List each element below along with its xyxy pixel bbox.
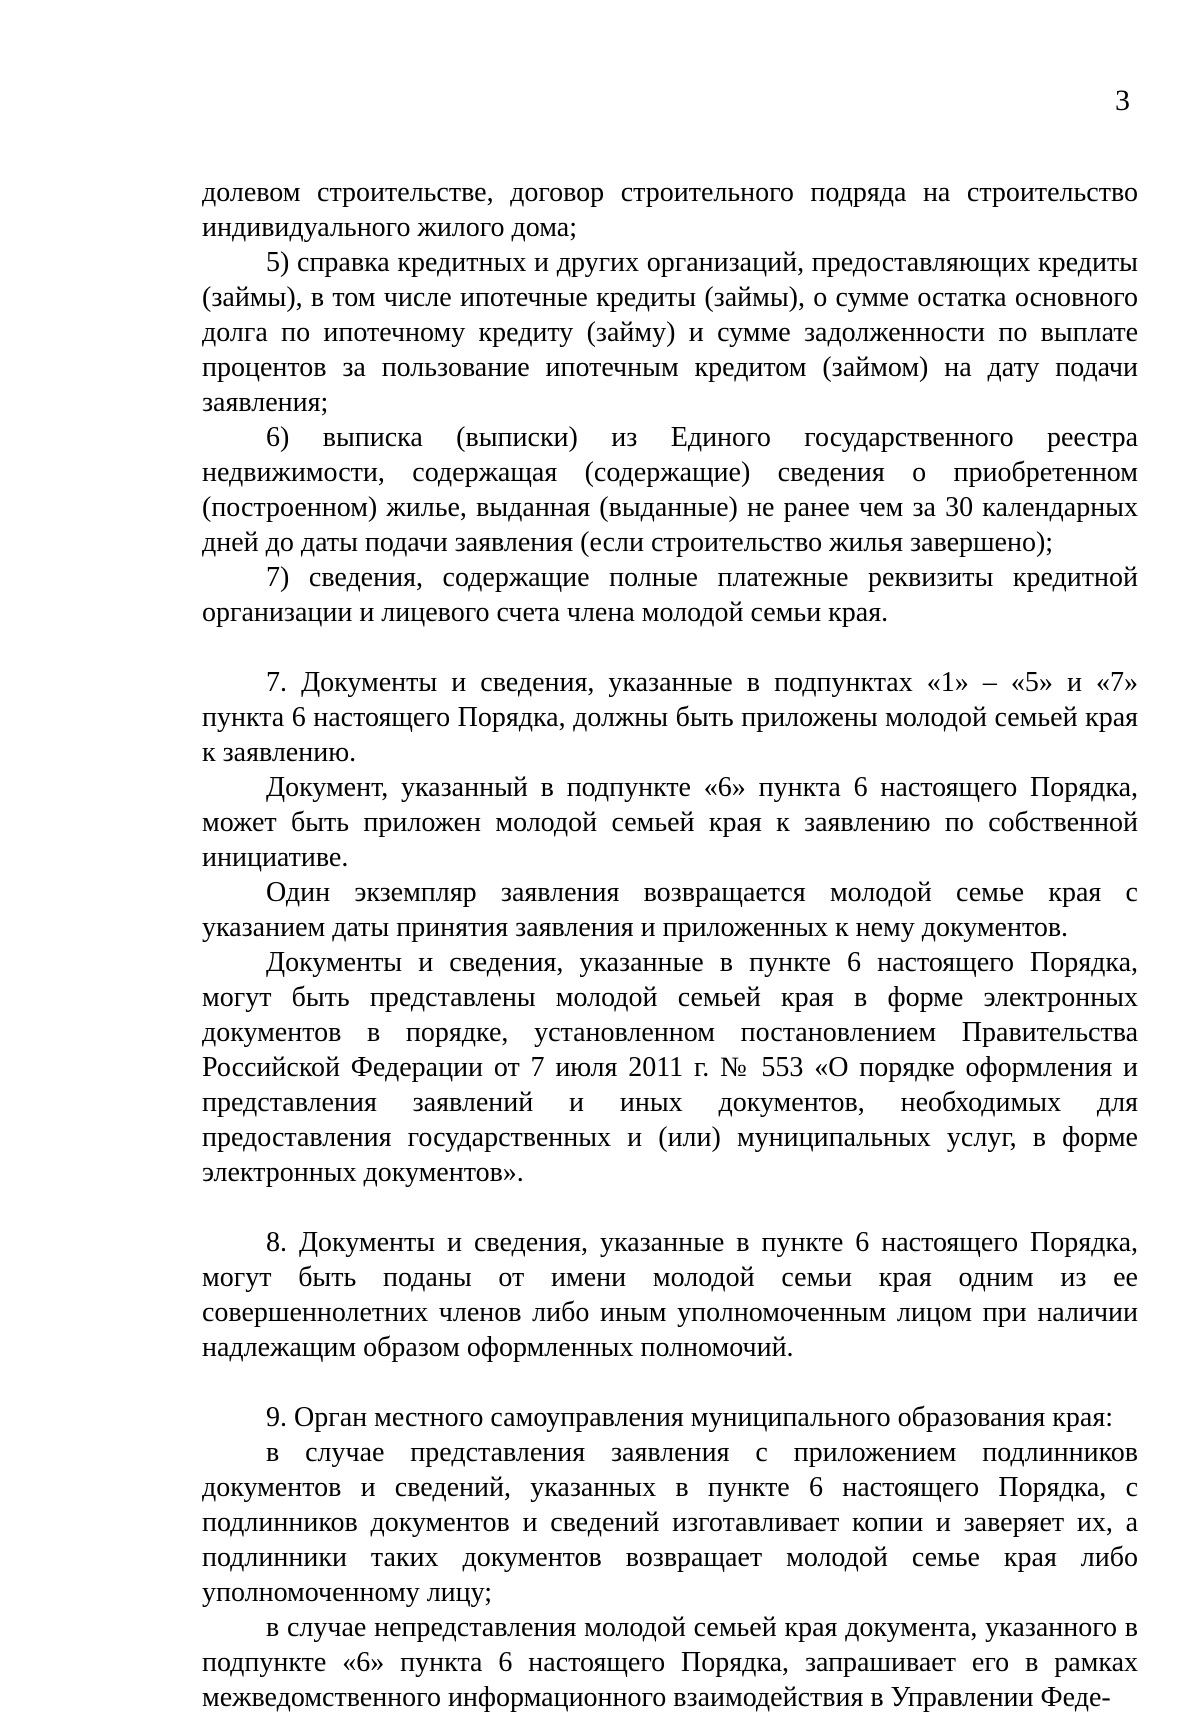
paragraph-clause-8: 8. Документы и сведения, указанные в пункте 6 настоящего Порядка, могут быть поданы от имени молодой семьи края одним из ее совершеннолетних членов либо иным уполномоченным лицом при наличии надлежащим образом оформленных полномочий. [202,1227,1138,1363]
page-number: 3 [1115,84,1130,117]
paragraph-clause-7-electronic: Документы и сведения, указанные в пункте 6 настоящего Порядка, могут быть представлены молодой семьей края в форме электронных документов в порядке, установленном постановлением Правительства Российской Федерации от 7 июля 2011 г. № 553 «О порядке оформления и представления заявлений и иных документов, необходимых для предоставления государственных и (или) муниципальных услуг, в форме электронных документов». [202,947,1138,1188]
paragraph-clause-7-copy: Один экземпляр заявления возвращается молодой семье края с указанием даты принятия заявления и приложенных к нему документов. [202,877,1138,943]
paragraph-continuation: долевом строительстве, договор строительного подряда на строительство индивидуального жилого дома; [202,177,1138,243]
paragraph-clause-7-document: Документ, указанный в подпункте «6» пункта 6 настоящего Порядка, может быть приложен молодой семьей края к заявлению по собственной инициативе. [202,772,1138,873]
paragraph-clause-9: 9. Орган местного самоуправления муниципального образования края: [266,1402,1113,1433]
paragraph-item-6: 6) выписка (выписки) из Единого государственного реестра недвижимости, содержащая (содержащие) сведения о приобретенном (построенном) жилье, выданная (выданные) не ранее чем за 30 календарных дней до даты подачи заявления (если строительство жилья завершено); [202,422,1138,558]
paragraph-clause-9-request: в случае непредставления молодой семьей края документа, указанного в подпункте «6» пункта 6 настоящего Порядка, запрашивает его в рамках межведомственного информационного взаимодействия в Управлении Феде- [202,1612,1138,1713]
paragraph-item-5: 5) справка кредитных и других организаций, предоставляющих кредиты (займы), в том числе ипотечные кредиты (займы), о сумме остатка основного долга по ипотечному кредиту (займу) и сумме задолженности по выплате процентов за пользование ипотечным кредитом (займом) на дату подачи заявления; [202,247,1138,418]
document-body [202,175,1138,1715]
paragraph-clause-9-originals: в случае представления заявления с приложением подлинников документов и сведений, указанных в пункте 6 настоящего Порядка, с подлинников документов и сведений изготавливает копии и заверяет их, а подлинники таких документов возвращает молодой семье края либо уполномоченному лицу; [202,1437,1138,1608]
paragraph-item-7: 7) сведения, содержащие полные платежные реквизиты кредитной организации и лицевого счета члена молодой семьи края. [202,562,1138,628]
paragraph-clause-7: 7. Документы и сведения, указанные в подпунктах «1» – «5» и «7» пункта 6 настоящего Порядка, должны быть приложены молодой семьей края к заявлению. [202,667,1138,768]
